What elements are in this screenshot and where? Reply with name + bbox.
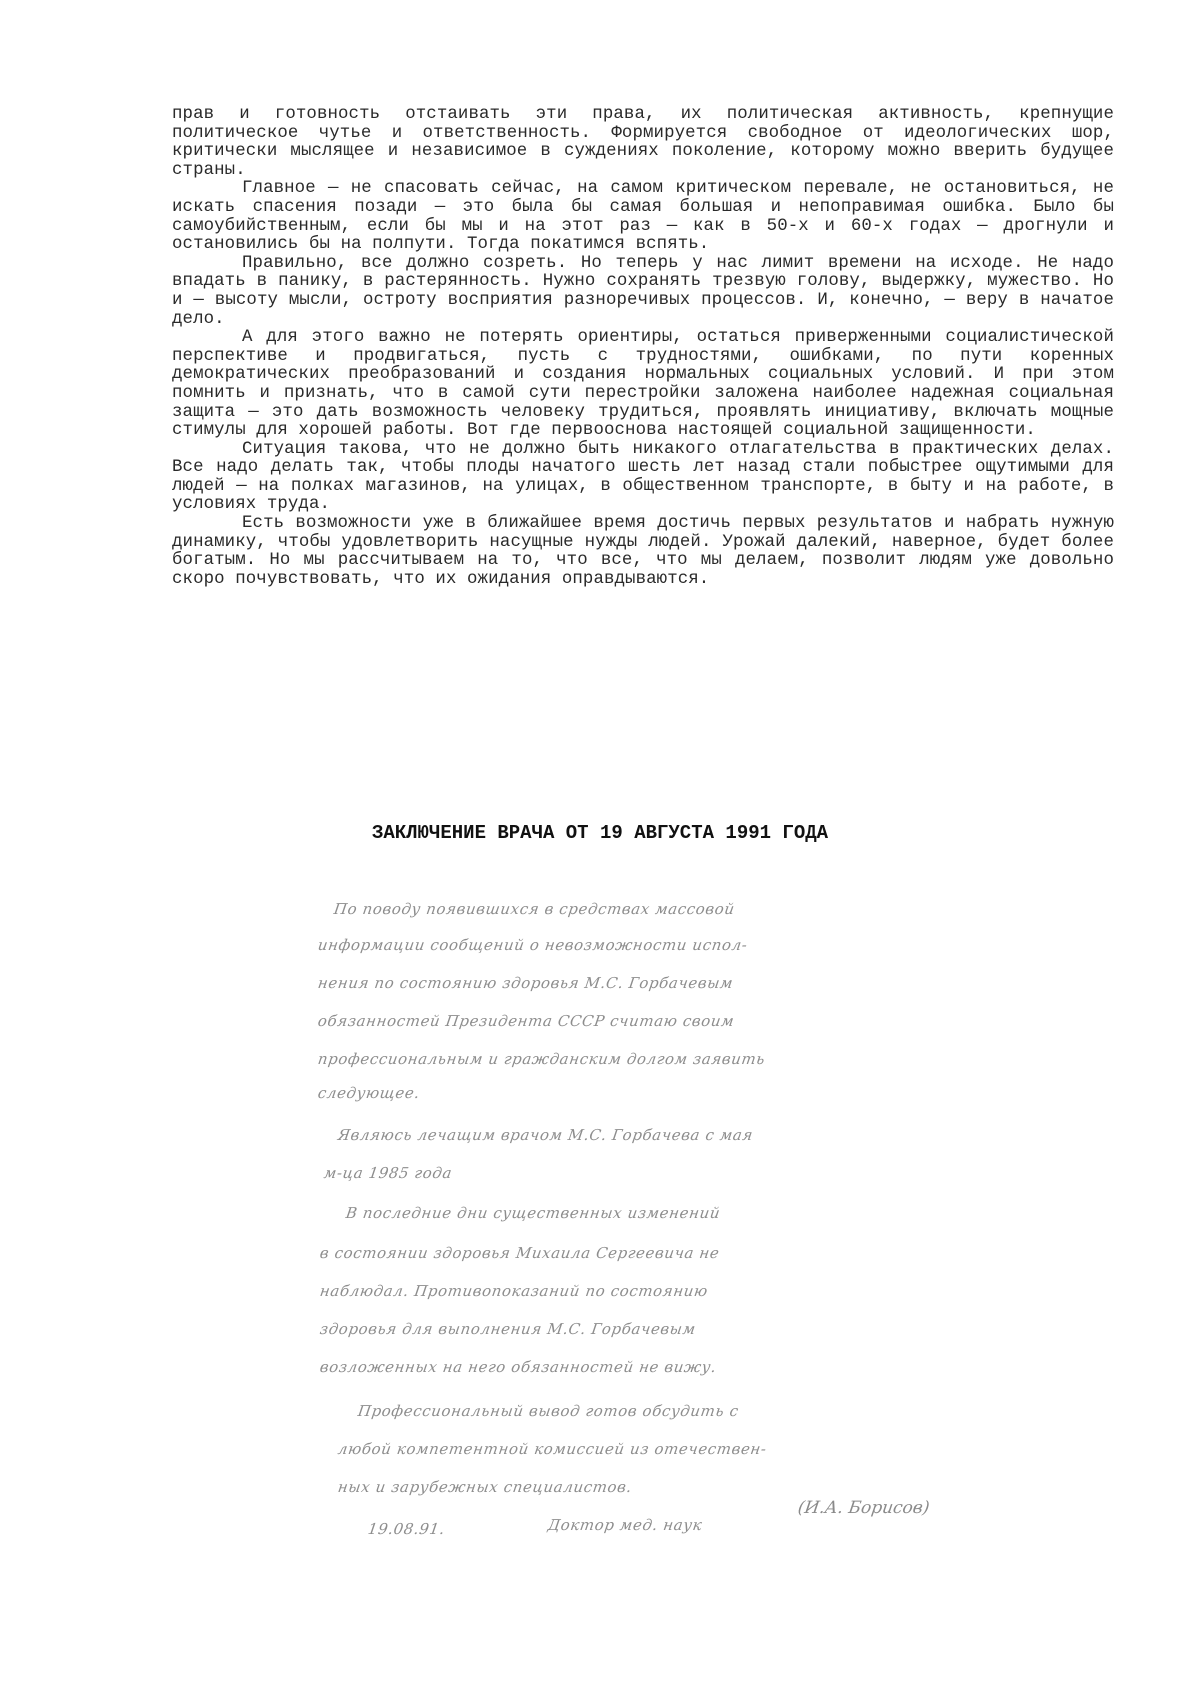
handwritten-line: в состоянии здоровья Михаила Сергеевича не	[318, 1244, 721, 1262]
handwritten-line: В последние дни существенных изменений	[344, 1204, 722, 1222]
handwritten-date: 19.08.91.	[366, 1520, 447, 1538]
paragraph: Главное — не спасовать сейчас, на самом критическом перевале, не остановиться, не искать спасения позади — это была бы самая большая и непоправимая ошибка. Было бы самоубийственным, если бы мы и на этот раз — как в 50-х и 60-х годах — дрогнули и остановились бы на полпути. Тогда покатимся вспять.	[172, 179, 1114, 255]
paragraph: прав и готовность отстаивать эти права, их политическая активность, крепнущие политическое чутье и ответственность. Формируется свободное от идеологических шор, критически мыслящее и независимое в суждениях поколение, которому можно вверить будущее страны.	[172, 105, 1114, 180]
section-heading: ЗАКЛЮЧЕНИЕ ВРАЧА ОТ 19 АВГУСТА 1991 ГОДА	[371, 822, 829, 844]
paragraph: Ситуация такова, что не должно быть никакого отлагательства в практических делах. Все надо делать так, чтобы плоды начатого шесть лет назад стали побыстрее ощутимыми для людей — на полках магазинов, на улицах, в общественном транспорте, в быту и на работе, в условиях труда.	[172, 439, 1114, 515]
handwritten-line: здоровья для выполнения М.С. Горбачевым	[318, 1320, 697, 1338]
handwritten-line: возложенных на него обязанностей не вижу.	[318, 1358, 718, 1376]
handwritten-line: информации сообщений о невозможности испол-	[316, 936, 749, 954]
handwritten-line: Являюсь лечащим врачом М.С. Горбачева с мая	[336, 1126, 755, 1144]
handwritten-line: любой компетентной комиссией из отечествен-	[336, 1440, 768, 1458]
paragraph: Правильно, все должно созреть. Но теперь у нас лимит времени на исходе. Не надо впадать в панику, в растерянность. Нужно сохранять трезвую голову, выдержку, мужество. Но и — высоту мысли, остроту восприятия разноречивых процессов. И, конечно, — веру в начатое дело.	[172, 253, 1114, 329]
handwritten-line: м-ца 1985 года	[322, 1164, 454, 1182]
handwritten-line: следующее.	[316, 1084, 422, 1102]
handwritten-signature-title: Доктор мед. наук	[546, 1516, 704, 1534]
typed-text-block	[172, 106, 1114, 589]
handwritten-line: наблюдал. Противопоказаний по состоянию	[318, 1282, 710, 1300]
paragraph: А для этого важно не потерять ориентиры, остаться приверженными социалистической перспективе и продвигаться, пусть с трудностями, ошибками, по пути коренных демократических преобразований и создания нормальных социальных условий. И при этом помнить и признать, что в самой сути перестройки заложена наиболее надежная социальная защита — это дать возможность человеку трудиться, проявлять инициативу, включать мощные стимулы для хорошей работы. Вот где первооснова настоящей социальной защищенности.	[172, 328, 1114, 441]
paragraph: Есть возможности уже в ближайшее время достичь первых результатов и набрать нужную динамику, чтобы удовлетворить насущные нужды людей. Урожай далекий, наверное, будет более богатым. Но мы рассчитываем на то, что все, что мы делаем, позволит людям уже довольно скоро почувствовать, что их ожидания оправдываются.	[172, 514, 1114, 589]
handwritten-line: профессиональным и гражданским долгом заявить	[316, 1050, 767, 1068]
handwritten-line: ных и зарубежных специалистов.	[336, 1478, 634, 1496]
handwritten-line: По поводу появившихся в средствах массовой	[332, 900, 736, 918]
handwritten-line: обязанностей Президента СССР считаю своим	[316, 1012, 736, 1030]
handwritten-doctor-note	[316, 888, 958, 1538]
handwritten-line: нения по состоянию здоровья М.С. Горбачевым	[316, 974, 735, 992]
handwritten-signature-name: (И.А. Борисов)	[796, 1498, 931, 1518]
handwritten-line: Профессиональный вывод готов обсудить с	[356, 1402, 740, 1420]
